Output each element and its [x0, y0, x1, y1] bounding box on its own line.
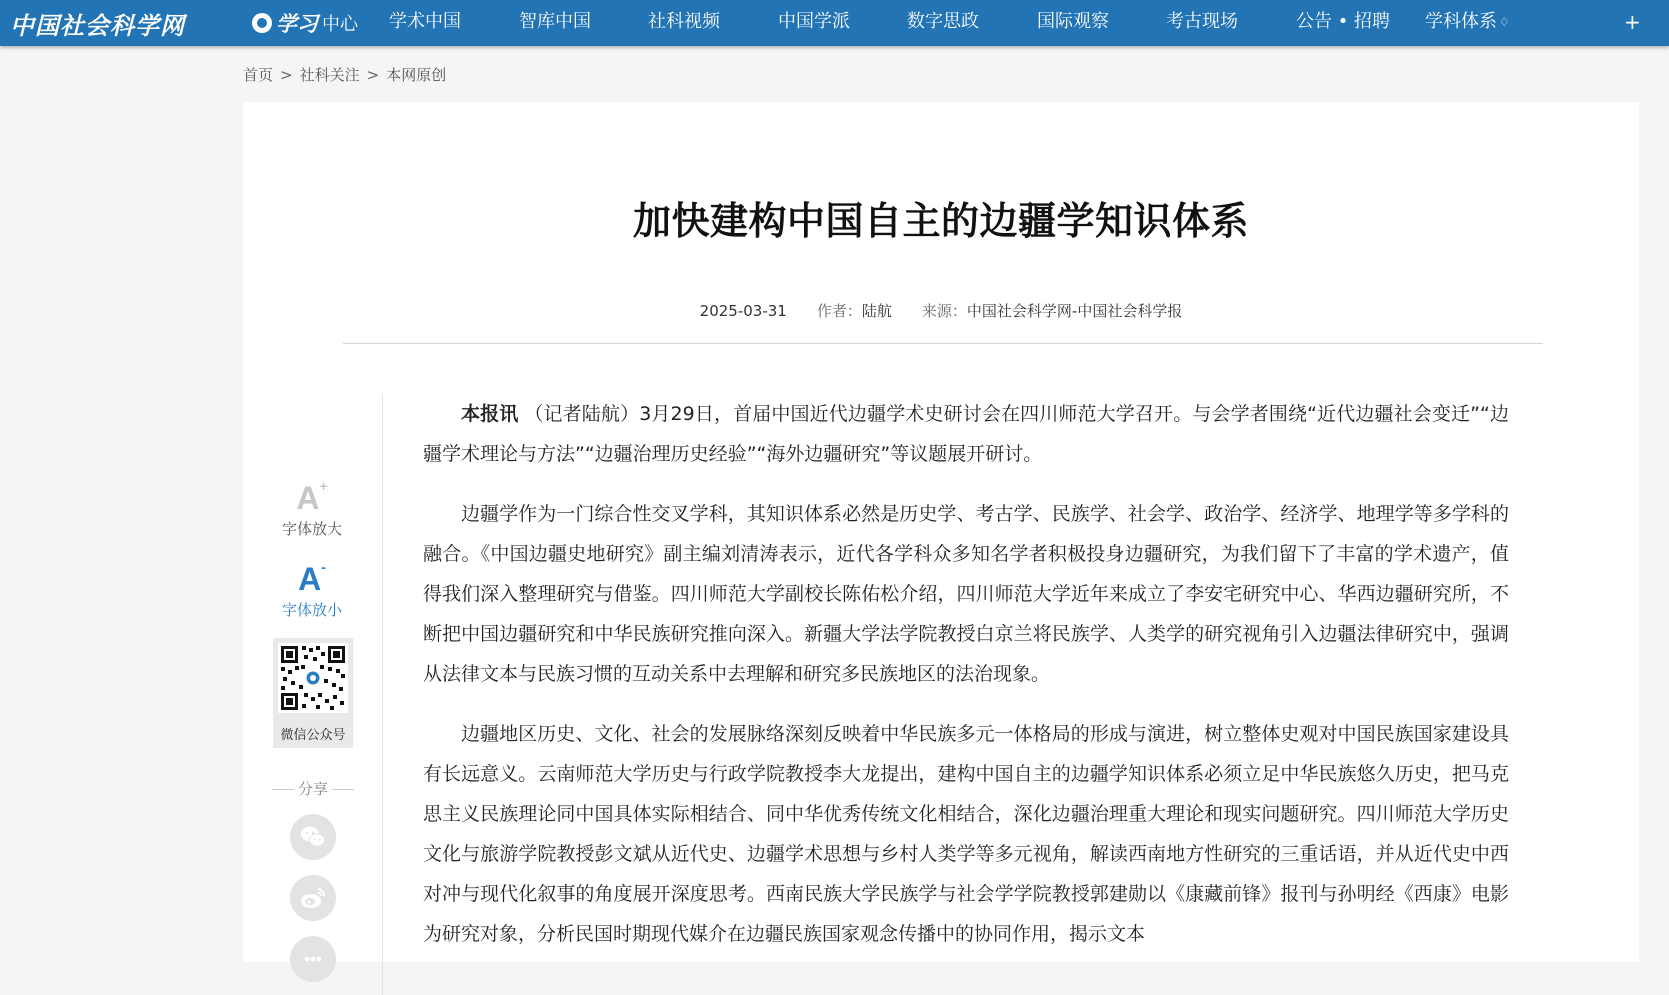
nav-item-academic-china[interactable]: 学术中国: [389, 11, 461, 32]
article-paragraph: 本报讯 （记者陆航）3月29日，首届中国近代边疆学术史研讨会在四川师范大学召开。与会学者围绕“近代边疆社会变迁”“边疆学术理论与方法”“边疆治理历史经验”“海外边疆研究”等议题展开研讨。: [423, 403, 1509, 465]
breadcrumb-separator: >: [280, 66, 293, 84]
nav-item-disciplines[interactable]: [1425, 0, 1510, 44]
nav-item-video[interactable]: 社科视频: [648, 11, 720, 32]
wechat-qr-code: [273, 638, 353, 748]
breadcrumb: [243, 64, 446, 85]
article-lead: 本报讯: [461, 403, 519, 425]
weibo-icon: [299, 884, 327, 912]
font-enlarge-icon: A+: [296, 478, 328, 516]
nav-item-digital-ideology[interactable]: 数字思政: [907, 11, 979, 32]
article-title: 加快建构中国自主的边疆学知识体系: [632, 199, 1249, 243]
study-center-icon: [252, 13, 272, 33]
share-more-button[interactable]: [290, 936, 336, 982]
article-source[interactable]: 中国社会科学网-中国社会科学报: [966, 302, 1183, 320]
font-enlarge-button[interactable]: [262, 468, 362, 539]
study-center-brand: 学习: [276, 11, 318, 36]
nav-item-announcements[interactable]: 公告 • 招聘: [1296, 11, 1391, 32]
share-wechat-button[interactable]: [290, 814, 336, 860]
qr-code-icon: [278, 643, 348, 713]
article-body: [423, 394, 1509, 974]
title-divider: [343, 343, 1543, 344]
top-navigation: [0, 0, 1669, 46]
study-center-link[interactable]: [252, 8, 358, 38]
nav-item-think-tank[interactable]: 智库中国: [519, 11, 591, 32]
nav-item-archaeology[interactable]: 考古现场: [1166, 11, 1238, 32]
author-label: 作者：: [816, 302, 862, 320]
breadcrumb-original[interactable]: 本网原创: [386, 66, 447, 84]
study-center-label: 中心: [322, 14, 358, 35]
wechat-icon: [299, 823, 327, 851]
nav-item-disciplines-label: 学科体系: [1425, 11, 1497, 32]
breadcrumb-home[interactable]: 首页: [243, 66, 274, 84]
site-logo[interactable]: 中国社会科学网: [10, 10, 185, 40]
source-label: 来源：: [921, 302, 967, 320]
share-title: 分享: [272, 778, 354, 799]
nav-item-schools[interactable]: 中国学派: [778, 11, 850, 32]
diamond-icon: ♢: [1499, 15, 1510, 29]
breadcrumb-separator: >: [366, 66, 380, 84]
article-paragraph: 边疆地区历史、文化、社会的发展脉络深刻反映着中华民族多元一体格局的形成与演进，树立整体史观对中国民族国家建设具有长远意义。云南师范大学历史与行政学院教授李大龙提出，建构中国自主的边疆学知识体系必须立足中华民族悠久历史，把马克思主义民族理论同中国具体实际相结合、同中华优秀传统文化相结合，深化边疆治理重大理论和现实问题研究。四川师范大学历史文化与旅游学院教授彭文斌从近代史、边疆学术思想与乡村人类学等多元视角，解读西南地方性研究的三重话语，并从近代史中西对冲与现代化叙事的角度展开深度思考。西南民族大学民族学与社会学学院教授郭建勋以《康藏前锋》报刊与孙明经《西康》电影为研究对象，分析民国时期现代媒介在边疆民族国家观念传播中的协同作用，揭示文本: [423, 723, 1509, 945]
share-weibo-button[interactable]: [290, 875, 336, 921]
article-meta: [243, 300, 1639, 321]
article-author[interactable]: 陆航: [861, 302, 892, 320]
font-shrink-label: 字体放小: [281, 601, 342, 619]
qr-caption: 微信公众号: [280, 728, 346, 743]
more-share-icon: [299, 945, 327, 973]
font-shrink-button[interactable]: [262, 549, 362, 620]
article-paragraph: 边疆学作为一门综合性交叉学科，其知识体系必然是历史学、考古学、民族学、社会学、政治学、经济学、地理学等多学科的融合。《中国边疆史地研究》副主编刘清涛表示，近代各学科众多知名学者积极投身边疆研究，为我们留下了丰富的学术遗产，值得我们深入整理研究与借鉴。四川师范大学副校长陈佑松介绍，四川师范大学近年来成立了李安宅研究中心、华西边疆研究所，不断把中国边疆研究和中华民族研究推向深入。新疆大学法学院教授白京兰将民族学、人类学的研究视角引入边疆法律研究中，强调从法律文本与民族习惯的互动关系中去理解和研究多民族地区的法治现象。: [423, 503, 1509, 685]
article-date: 2025-03-31: [699, 302, 787, 320]
breadcrumb-social-focus[interactable]: 社科关注: [299, 66, 360, 84]
article-card: [243, 102, 1639, 962]
font-shrink-icon: A-: [298, 559, 326, 597]
nav-more-button[interactable]: +: [1624, 10, 1641, 34]
nav-item-international[interactable]: 国际观察: [1037, 11, 1109, 32]
font-enlarge-label: 字体放大: [281, 520, 342, 538]
sidebar-divider: [382, 395, 383, 995]
